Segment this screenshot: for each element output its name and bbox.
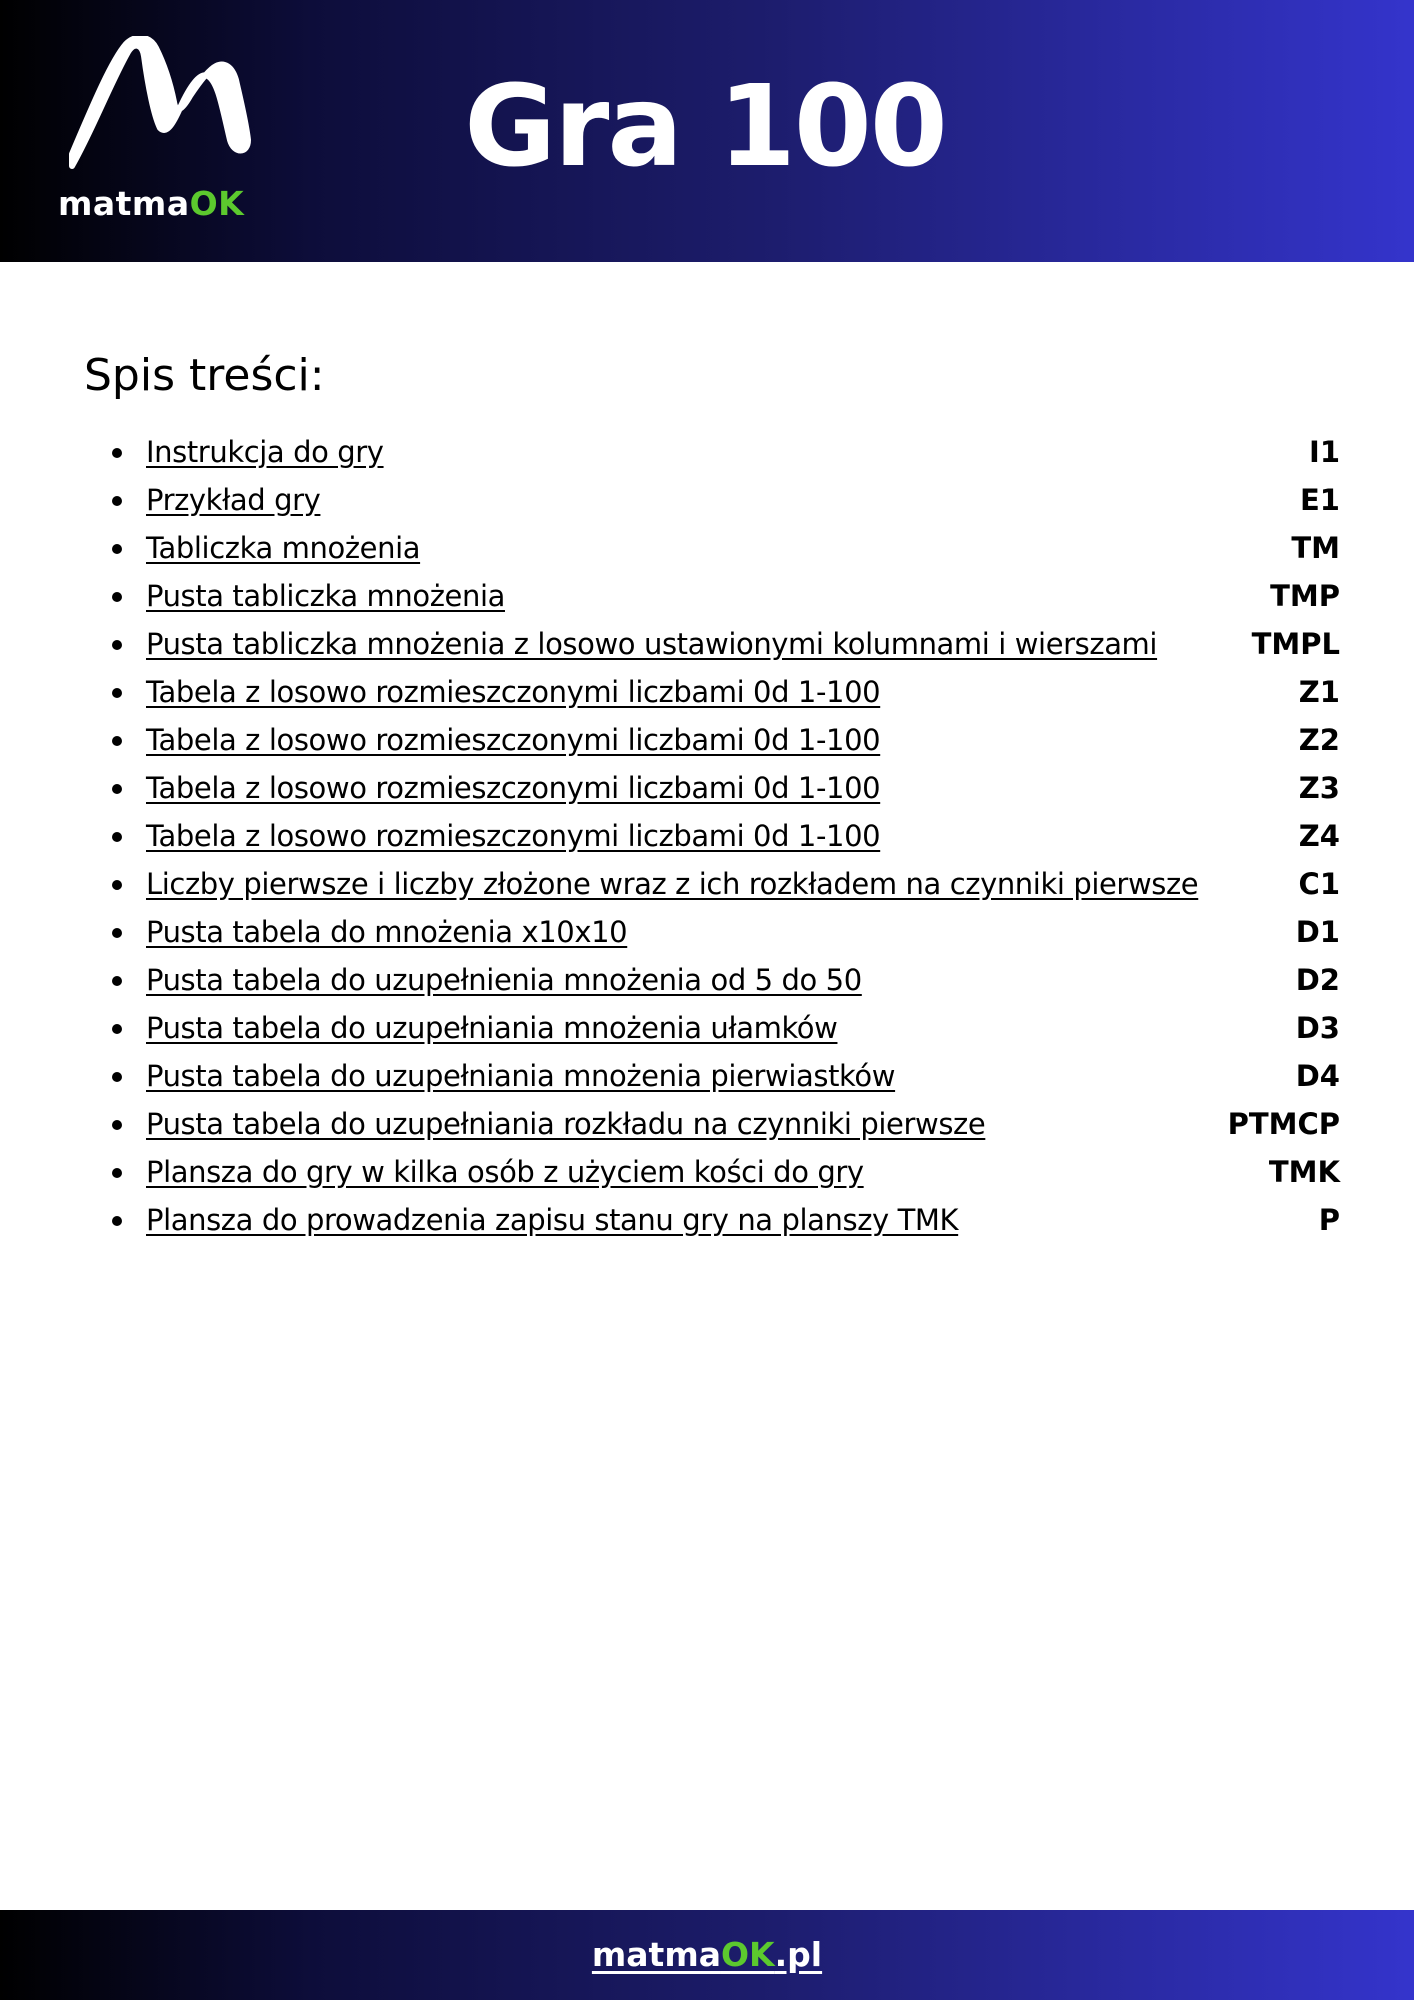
toc-item-link[interactable]: Pusta tabela do uzupełniania mnożenia pierwiastków: [146, 1059, 896, 1093]
bullet-dot-icon: [112, 544, 122, 554]
bullet-dot-icon: [112, 880, 122, 890]
toc-item-link[interactable]: Tabliczka mnożenia: [146, 531, 421, 565]
toc-item-code: I1: [1309, 435, 1340, 469]
toc-item-code: D4: [1295, 1059, 1340, 1093]
toc-item-code: TM: [1291, 531, 1340, 565]
bullet-dot-icon: [112, 640, 122, 650]
toc-item-code: Z2: [1298, 723, 1340, 757]
toc-item: [84, 524, 1340, 572]
footer-banner: [0, 1910, 1414, 2000]
toc-item-link[interactable]: Tabela z losowo rozmieszczonymi liczbami 0d 1-100: [146, 675, 881, 709]
header-banner: [0, 0, 1414, 262]
toc-item-code: D2: [1295, 963, 1340, 997]
toc-item-link[interactable]: Plansza do gry w kilka osób z użyciem kości do gry: [146, 1155, 864, 1189]
toc-item-link[interactable]: Tabela z losowo rozmieszczonymi liczbami 0d 1-100: [146, 771, 881, 805]
toc-item-link[interactable]: Pusta tabela do uzupełniania rozkładu na czynniki pierwsze: [146, 1107, 986, 1141]
toc-item-link[interactable]: Plansza do prowadzenia zapisu stanu gry na planszy TMK: [146, 1203, 959, 1237]
toc-item: [84, 1004, 1340, 1052]
toc-item: [84, 956, 1340, 1004]
toc-item: [84, 812, 1340, 860]
bullet-dot-icon: [112, 928, 122, 938]
toc-item-link[interactable]: Pusta tabliczka mnożenia z losowo ustawionymi kolumnami i wierszami: [146, 627, 1158, 661]
toc-item-code: D1: [1295, 915, 1340, 949]
toc-heading: Spis treści:: [84, 350, 325, 401]
page-title: Gra 100: [464, 62, 946, 192]
toc-item: [84, 764, 1340, 812]
matmaok-logo: [58, 36, 263, 226]
bullet-dot-icon: [112, 784, 122, 794]
bullet-dot-icon: [112, 832, 122, 842]
toc-item: [84, 476, 1340, 524]
bullet-dot-icon: [112, 688, 122, 698]
toc-item-code: P: [1318, 1203, 1340, 1237]
toc-item: [84, 1052, 1340, 1100]
toc-item-code: E1: [1300, 483, 1340, 517]
toc-item-link[interactable]: Pusta tabela do mnożenia x10x10: [146, 915, 628, 949]
toc-item-link[interactable]: Przykład gry: [146, 483, 321, 517]
footer-site-link[interactable]: matmaOK.pl: [591, 1935, 823, 1974]
toc-item-code: D3: [1295, 1011, 1340, 1045]
toc-item: [84, 908, 1340, 956]
bullet-dot-icon: [112, 448, 122, 458]
toc-item: [84, 428, 1340, 476]
toc-item-link[interactable]: Pusta tabliczka mnożenia: [146, 579, 505, 613]
bullet-dot-icon: [112, 496, 122, 506]
toc-item: [84, 620, 1340, 668]
toc-item-link[interactable]: Tabela z losowo rozmieszczonymi liczbami 0d 1-100: [146, 723, 881, 757]
bullet-dot-icon: [112, 1168, 122, 1178]
toc-list: [84, 428, 1340, 1244]
toc-item: [84, 860, 1340, 908]
toc-item-code: Z4: [1298, 819, 1340, 853]
toc-item: [84, 668, 1340, 716]
bullet-dot-icon: [112, 976, 122, 986]
toc-item-link[interactable]: Instrukcja do gry: [146, 435, 384, 469]
toc-item: [84, 716, 1340, 764]
bullet-dot-icon: [112, 592, 122, 602]
toc-item-link[interactable]: Tabela z losowo rozmieszczonymi liczbami 0d 1-100: [146, 819, 881, 853]
toc-item-code: Z3: [1298, 771, 1340, 805]
toc-item: [84, 1148, 1340, 1196]
toc-item-code: TMP: [1270, 579, 1340, 613]
logo-m-mark-icon: [58, 36, 263, 186]
bullet-dot-icon: [112, 736, 122, 746]
toc-item-link[interactable]: Liczby pierwsze i liczby złożone wraz z ich rozkładem na czynniki pierwsze: [146, 867, 1199, 901]
toc-item-code: PTMCP: [1227, 1107, 1340, 1141]
bullet-dot-icon: [112, 1120, 122, 1130]
toc-item-code: C1: [1298, 867, 1340, 901]
toc-item-link[interactable]: Pusta tabela do uzupełnienia mnożenia od 5 do 50: [146, 963, 862, 997]
toc-item-code: TMK: [1268, 1155, 1340, 1189]
toc-item: [84, 1196, 1340, 1244]
toc-item: [84, 572, 1340, 620]
bullet-dot-icon: [112, 1072, 122, 1082]
toc-item: [84, 1100, 1340, 1148]
toc-item-link[interactable]: Pusta tabela do uzupełniania mnożenia ułamków: [146, 1011, 838, 1045]
logo-wordmark: matmaOK: [58, 184, 245, 223]
bullet-dot-icon: [112, 1216, 122, 1226]
toc-item-code: TMPL: [1251, 627, 1340, 661]
toc-item-code: Z1: [1298, 675, 1340, 709]
bullet-dot-icon: [112, 1024, 122, 1034]
